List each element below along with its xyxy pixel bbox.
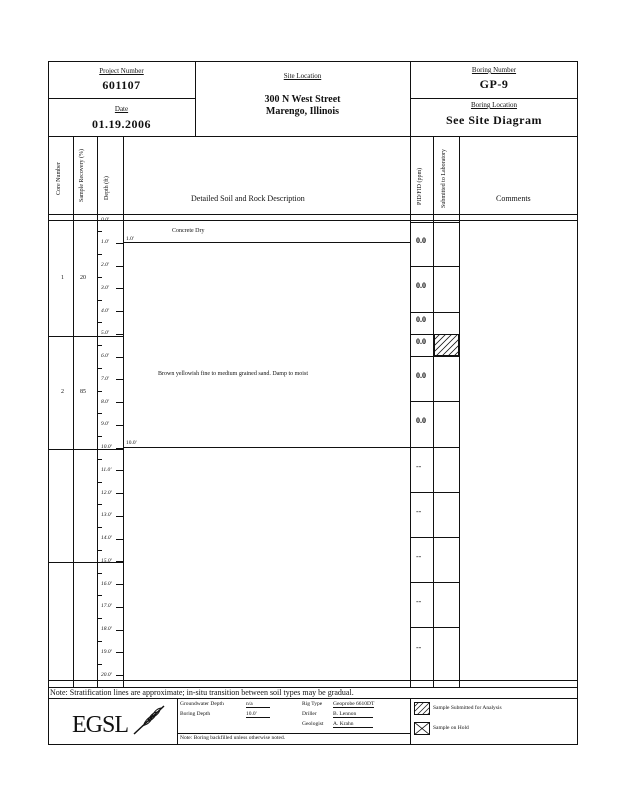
pid-interval-line [410, 334, 433, 335]
groundwater-depth-value: n/a [246, 701, 270, 708]
depth-tick-label: 9.0' [101, 421, 110, 428]
depth-tick [116, 357, 123, 358]
pid-interval-line [410, 627, 433, 628]
depth-minor-tick [98, 231, 102, 232]
core-number: 2 [61, 389, 64, 395]
depth-tick-label: 5.0' [101, 330, 110, 337]
pid-interval-line [410, 356, 433, 357]
submitted-interval-line [433, 582, 459, 583]
depth-tick [116, 539, 123, 540]
header-right-split [410, 98, 578, 99]
depth-minor-tick [98, 573, 102, 574]
depth-tick [116, 379, 123, 380]
depth-header: Depth (ft) [104, 176, 110, 200]
strata-boundary [123, 447, 410, 448]
depth-tick-label: 12.0' [101, 489, 112, 496]
boring-location-label: Boring Location [470, 101, 518, 109]
driller-value: B. Lennon [333, 711, 373, 718]
pid-reading: 0.0 [416, 337, 426, 346]
depth-minor-tick [98, 254, 102, 255]
legend-hold-label: Sample on Hold [433, 725, 469, 731]
date-value: 01.19.2006 [92, 117, 151, 131]
depth-tick-label: 3.0' [101, 284, 110, 291]
submitted-interval-line [433, 492, 459, 493]
depth-tick [116, 288, 123, 289]
depth-tick-label: 18.0' [101, 626, 112, 632]
depth-tick [116, 493, 123, 494]
strata-depth-label: 10.0' [126, 440, 137, 446]
submitted-interval-line [433, 537, 459, 538]
boring-location: See Site Diagram [446, 113, 542, 127]
depth-minor-tick [98, 550, 102, 551]
pid-reading: -- [416, 551, 422, 561]
col-divider-submitted [459, 136, 460, 687]
depth-tick-label: 7.0' [101, 375, 110, 382]
depth-tick-label: 6.0' [101, 353, 110, 359]
depth-tick-label: 19.0' [101, 648, 112, 655]
pid-interval-line [410, 222, 433, 223]
boring-depth-label: Boring Depth [180, 711, 211, 717]
depth-tick-label: 2.0' [101, 262, 110, 268]
pid-reading: 0.0 [416, 236, 426, 245]
rig-type-label: Rig Type [302, 701, 323, 707]
col-divider-depth [123, 136, 124, 687]
core-recovery: 85 [80, 389, 86, 395]
depth-tick-label: 0.0' [101, 216, 110, 223]
egsl-logo: EGSL [72, 712, 128, 738]
pid-reading: 0.0 [416, 315, 426, 324]
pid-reading: -- [416, 642, 422, 652]
depth-minor-tick [98, 345, 102, 346]
pid-reading: 0.0 [416, 281, 426, 290]
depth-tick-label: 1.0' [101, 239, 110, 246]
pid-reading: 0.0 [416, 370, 426, 380]
depth-tick-label: 20.0' [101, 671, 112, 678]
boring-number-label: Boring Number [471, 66, 517, 74]
submitted-interval-line [433, 447, 459, 448]
submitted-header: Submitted to Laboratory [441, 149, 447, 208]
pid-interval-line [410, 401, 433, 402]
depth-tick [116, 652, 123, 653]
pid-reading: -- [416, 506, 422, 516]
pid-reading: -- [416, 461, 422, 471]
depth-tick [116, 425, 123, 426]
depth-tick-label: 4.0' [101, 307, 110, 314]
core-number-header: Core Number [56, 162, 62, 195]
depth-tick [116, 266, 123, 267]
site-address-line1: 300 N West Street [264, 94, 341, 105]
pid-interval-line [410, 582, 433, 583]
project-number-label: Project Number [99, 67, 144, 75]
depth-tick [116, 243, 123, 244]
strata-description: Brown yellowish fine to medium grained sand. Damp to moist [158, 371, 308, 377]
column-header-bottom-2 [48, 220, 578, 221]
wheat-logo-icon [132, 702, 168, 736]
pid-interval-line [410, 492, 433, 493]
depth-tick [116, 584, 123, 585]
core-recovery: 20 [80, 275, 86, 281]
depth-tick [116, 561, 123, 562]
depth-minor-tick [98, 664, 102, 665]
depth-tick-label: 17.0' [101, 603, 112, 610]
legend-submitted-label: Sample Submitted for Analysis [433, 705, 502, 711]
strata-depth-label: 1.0' [126, 236, 134, 242]
depth-tick [116, 607, 123, 608]
submitted-interval-line [433, 266, 459, 267]
core-interval-line [48, 336, 123, 337]
depth-minor-tick [98, 300, 102, 301]
log-bottom-line [48, 680, 578, 681]
depth-minor-tick [98, 277, 102, 278]
depth-tick-label: 14.0' [101, 535, 112, 541]
strata-boundary [123, 242, 410, 243]
legend-hold-icon [414, 722, 430, 735]
header-left-split [48, 98, 195, 99]
depth-minor-tick [98, 459, 102, 460]
depth-tick [116, 516, 123, 517]
depth-minor-tick [98, 504, 102, 505]
depth-minor-tick [98, 482, 102, 483]
depth-tick [116, 470, 123, 471]
submitted-interval-line [433, 222, 459, 223]
pid-interval-line [410, 312, 433, 313]
sample-submitted-hatch [434, 334, 459, 356]
submitted-interval-line [433, 627, 459, 628]
depth-tick [116, 630, 123, 631]
rig-type-value: Geoprobe 6610DT [333, 701, 375, 707]
pid-interval-line [410, 537, 433, 538]
geologist-label: Geologist [302, 721, 324, 727]
driller-label: Driller [302, 711, 317, 717]
footer-divider-legend [410, 698, 411, 745]
depth-minor-tick [98, 595, 102, 596]
depth-minor-tick [98, 391, 102, 392]
depth-minor-tick [98, 413, 102, 414]
groundwater-depth-label: Groundwater Depth [180, 701, 224, 707]
footer-divider-logo [177, 698, 178, 745]
depth-tick [116, 334, 123, 335]
col-divider-core [73, 136, 74, 687]
submitted-interval-line [433, 356, 459, 357]
comments-header: Comments [496, 194, 531, 203]
backfill-note: Note: Boring backfilled unless otherwise noted. [180, 735, 286, 741]
boring-log-frame [48, 61, 578, 745]
depth-tick [116, 675, 123, 676]
date-label: Date [114, 105, 129, 113]
depth-tick-label: 10.0' [101, 444, 112, 450]
header-bottom-line [48, 136, 578, 137]
depth-minor-tick [98, 618, 102, 619]
depth-minor-tick [98, 527, 102, 528]
core-number: 1 [61, 275, 64, 281]
submitted-interval-line [433, 401, 459, 402]
submitted-interval-line [433, 312, 459, 313]
legend-submitted-icon [414, 702, 430, 715]
depth-tick [116, 402, 123, 403]
depth-tick-label: 8.0' [101, 398, 110, 405]
pid-interval-line [410, 266, 433, 267]
pid-reading: -- [416, 596, 422, 606]
depth-minor-tick [98, 641, 102, 642]
pid-header: PID/FID (ppm) [417, 167, 423, 205]
footer-note-line [177, 733, 410, 734]
strata-description: Concrete Dry [172, 228, 205, 234]
depth-minor-tick [98, 436, 102, 437]
pid-reading: 0.0 [416, 416, 426, 425]
depth-tick-label: 13.0' [101, 512, 112, 519]
stratification-note: Note: Stratification lines are approximate; in-situ transition between soil types may be gradual. [50, 688, 354, 697]
depth-tick [116, 220, 123, 221]
pid-interval-line [410, 447, 433, 448]
depth-minor-tick [98, 368, 102, 369]
depth-tick [116, 448, 123, 449]
boring-depth-value: 10.0' [246, 711, 270, 718]
geologist-value: A. Krahn [333, 721, 373, 728]
depth-tick-label: 15.0' [101, 557, 112, 564]
sample-recovery-header: Sample Recovery (%) [79, 149, 85, 202]
col-divider-recovery [97, 136, 98, 687]
col-divider-description [410, 136, 411, 687]
column-header-bottom [48, 214, 578, 215]
depth-minor-tick [98, 322, 102, 323]
site-location-label: Site Location [283, 72, 322, 80]
note-bottom-line [48, 698, 578, 699]
depth-tick [116, 311, 123, 312]
col-divider-pid [433, 136, 434, 687]
boring-number: GP-9 [479, 77, 509, 91]
description-header: Detailed Soil and Rock Description [191, 194, 305, 203]
depth-tick-label: 11.0' [101, 466, 112, 473]
project-number: 601107 [102, 78, 141, 92]
depth-tick-label: 16.0' [101, 580, 112, 587]
site-address-line2: Marengo, Illinois [265, 106, 340, 117]
